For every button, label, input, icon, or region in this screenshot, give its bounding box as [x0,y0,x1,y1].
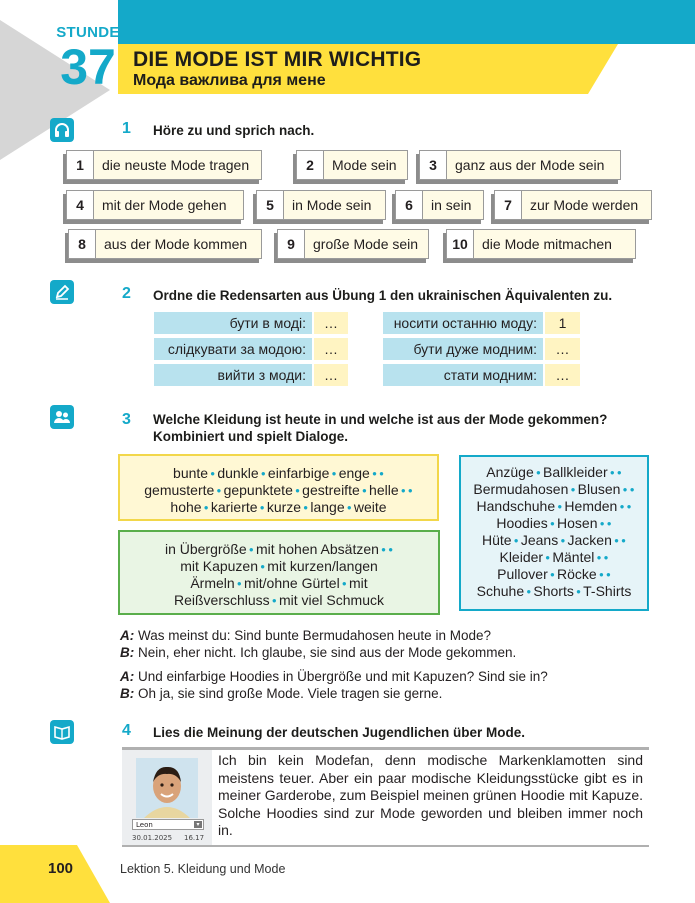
bullet-icon: ● [524,587,534,596]
bullet-icon: ● [555,502,565,511]
headphones-icon [50,118,74,142]
bullet-icon: ● [547,519,558,528]
phrase-text: in sein [431,197,472,213]
phrase-text: ganz aus der Mode sein [455,157,605,173]
task2-number: 2 [122,285,131,302]
bullet-icon: ● [407,486,413,495]
ukrainian-phrase: носити останню моду: [383,312,543,334]
word: Pullover [497,566,548,582]
answer-field[interactable]: … [314,312,348,334]
phrase-card [494,190,652,220]
dialog-text: Was meinst du: Sind bunte Bermudahosen heute in Mode? [138,628,491,643]
word-line [461,532,647,549]
people-icon [50,405,74,429]
page-number: 100 [48,860,74,877]
bullet-icon: ● [398,486,408,495]
task3-instruction-1: Welche Kleidung ist heute in und welche ist aus der Mode gekommen? [153,412,608,427]
speaker: A: [120,628,135,643]
phrase-text: Mode sein [332,157,397,173]
bullet-icon: ● [594,553,604,562]
word: Handschuhe [476,498,556,514]
word: lange [310,499,345,515]
bullet-icon: ● [616,468,622,477]
task1-number: 1 [122,120,131,137]
word: hohe [170,499,202,515]
match-row [154,312,348,334]
phrase-text: die Mode mitmachen [482,236,612,252]
word: Shorts [533,583,574,599]
phrase-number: 8 [69,230,96,258]
phrase-card [419,150,621,180]
phrase-card [395,190,484,220]
pencil-icon [50,280,74,304]
phrase-number: 5 [257,191,284,219]
match-row [154,364,348,386]
profile-date: 30.01.2025 [132,834,173,842]
bullet-icon: ● [621,536,626,545]
phrase-card [296,150,408,180]
profile-panel [122,750,212,845]
word-line [461,566,647,583]
bullet-icon: ● [378,545,389,554]
phrase-text: große Mode sein [313,236,419,252]
phrase-number: 1 [67,151,94,179]
bullet-icon: ● [611,536,622,545]
bullet-icon: ● [533,468,544,477]
word: Kleider [499,549,544,565]
word-line [120,541,438,558]
word-line [461,464,647,481]
bullet-icon: ● [617,502,627,511]
phrase-number: 6 [396,191,423,219]
word: kurze [266,499,302,515]
bullet-icon: ● [208,469,218,478]
dialog-text: Oh ja, sie sind große Mode. Viele tragen sie gerne. [138,686,443,701]
bullet-icon: ● [292,486,303,495]
phrase-number: 4 [67,191,94,219]
profile-name-field [132,819,204,830]
bullet-icon: ● [558,536,568,545]
word: bunte [173,465,209,481]
word: mit/ohne Gürtel [243,575,340,591]
task1-instruction: Höre zu und sprich nach. [153,123,315,138]
bullet-icon: ● [543,553,553,562]
answer-field[interactable]: … [314,338,348,360]
bullet-icon: ● [329,469,339,478]
stunde-label: STUNDE [56,24,120,41]
phrase-number: 7 [495,191,522,219]
phrase-text: zur Mode werden [530,197,639,213]
word-line [120,482,437,499]
task4-instruction: Lies die Meinung der deutschen Jugendlichen über Mode. [153,725,526,740]
match-row [383,364,580,386]
chapter-title: Lektion 5. Kleidung und Mode [120,862,286,876]
word: dunkle [217,465,259,481]
answer-field[interactable]: 1 [545,312,580,334]
word: Ärmeln [190,575,235,591]
word-line [120,592,438,609]
word: mit [348,575,368,591]
bullet-icon: ● [214,486,224,495]
word-line [120,499,437,516]
word: karierte [210,499,258,515]
opinion-card [122,747,649,847]
header-teal-bar [118,0,695,44]
chevron-down-icon: ▾ [194,821,202,828]
word: mit kurzen/langen [267,558,378,574]
bullet-icon: ● [511,536,521,545]
bullet-icon: ● [301,503,311,512]
word: in Übergröße [164,541,247,557]
profile-photo [136,758,198,818]
task3-instruction-2: Kombiniert und spielt Dialoge. [153,429,349,444]
word-line [120,575,438,592]
opinion-text: Ich bin kein Modefan, denn modische Markenklamotten sind meistens teuer. Aber ein paar modische Kleidungsstücke gibt es in meiner Garderobe, zum Beispiel meinen grünen Hoodie mit Kapuze. Solche Hoodies sind zur Mode geworden und bleiben immer noch in. [218,752,643,838]
bullet-icon: ● [606,519,612,528]
bullet-icon: ● [596,570,606,579]
profile-time: 16.17 [184,834,205,842]
bullet-icon: ● [258,562,268,571]
page-subtitle: Мода важлива для мене [133,72,326,89]
word: Jeans [520,532,559,548]
bullet-icon: ● [269,596,279,605]
phrase-text: die neuste Mode tragen [102,157,250,173]
task3-number: 3 [122,411,131,428]
answer-field[interactable]: … [545,338,580,360]
phrase-card [256,190,386,220]
adjectives-box [118,454,439,521]
bullet-icon: ● [246,545,256,554]
match-row [383,312,580,334]
bullet-icon: ● [369,469,380,478]
ukrainian-phrase: стати модним: [383,364,543,386]
word-line [461,498,647,515]
lesson-number: 37 [60,39,116,95]
word: gepunktete [223,482,293,498]
phrase-text: aus der Mode kommen [104,236,248,252]
ukrainian-phrase: слідкувати за модою: [154,338,312,360]
bullet-icon: ● [629,485,635,494]
bullet-icon: ● [597,519,607,528]
word: enge [338,465,370,481]
phrase-text: in Mode sein [292,197,372,213]
task2-instruction: Ordne die Redensarten aus Übung 1 den ukrainischen Äquivalenten zu. [153,288,613,303]
dialog-text: Nein, eher nicht. Ich glaube, sie sind aus der Mode gekommen. [138,645,517,660]
answer-field[interactable]: … [545,364,580,386]
word: einfarbige [267,465,330,481]
word-line [461,515,647,532]
bullet-icon: ● [359,486,370,495]
details-box [118,530,440,615]
word: helle [369,482,399,498]
word: Hüte [482,532,512,548]
answer-field[interactable]: … [314,364,348,386]
word-line [120,465,437,482]
bullet-icon: ● [344,503,354,512]
bullet-icon: ● [568,485,578,494]
page-title: DIE MODE IST MIR WICHTIG [133,48,422,71]
word: mit viel Schmuck [278,592,384,608]
word: Schuhe [476,583,525,599]
word: Jacken [567,532,612,548]
phrase-card [66,190,244,220]
word: Reißverschluss [173,592,270,608]
word: Hemden [564,498,618,514]
phrase-card [277,229,429,259]
bullet-icon: ● [547,570,558,579]
word: Ballkleider [543,464,608,480]
profile-name: Leon [136,821,153,829]
phrase-text: mit der Mode gehen [102,197,227,213]
word: gemusterte [144,482,215,498]
dialog-line [120,644,516,661]
ukrainian-phrase: бути в моді: [154,312,312,334]
word: weite [353,499,387,515]
phrase-number: 3 [420,151,447,179]
word: Röcke [557,566,597,582]
word: T-Shirts [583,583,632,599]
phrase-card [446,229,636,259]
word: Blusen [577,481,621,497]
bullet-icon: ● [339,579,349,588]
bullet-icon: ● [257,503,267,512]
speaker: B: [120,686,135,701]
book-icon [50,720,74,744]
bullet-icon: ● [607,468,617,477]
word-line [461,549,647,566]
bullet-icon: ● [388,545,394,554]
bullet-icon: ● [379,469,384,478]
bullet-icon: ● [234,579,244,588]
match-row [383,338,580,360]
dialog-line [120,627,491,644]
phrase-number: 10 [447,230,474,258]
word: mit Kapuzen [180,558,259,574]
bullet-icon: ● [606,570,611,579]
phrase-card [68,229,262,259]
ukrainian-phrase: бути дуже модним: [383,338,543,360]
bullet-icon: ● [573,587,584,596]
speaker: B: [120,645,135,660]
word-line [461,481,647,498]
word-line [120,558,438,575]
dialog-line [120,668,548,685]
card-bottom-rule [122,845,649,847]
dialog-text: Und einfarbige Hoodies in Übergröße und mit Kapuzen? Sind sie in? [138,669,548,684]
bullet-icon: ● [603,553,609,562]
ukrainian-phrase: вийти з моди: [154,364,312,386]
bullet-icon: ● [620,485,630,494]
word: gestreifte [302,482,360,498]
phrase-number: 9 [278,230,305,258]
word: Mäntel [552,549,595,565]
word: Anzüge [486,464,534,480]
speaker: A: [120,669,135,684]
task4-number: 4 [122,722,131,739]
word-line [461,583,647,600]
word: Bermudahosen [473,481,569,497]
bullet-icon: ● [201,503,211,512]
bullet-icon: ● [258,469,268,478]
dialog-line [120,685,442,702]
word: mit hohen Absätzen [255,541,379,557]
match-row [154,338,348,360]
word: Hosen [557,515,598,531]
word: Hoodies [496,515,548,531]
bullet-icon: ● [626,502,632,511]
phrase-card [66,150,262,180]
clothes-box [459,455,649,611]
phrase-number: 2 [297,151,324,179]
